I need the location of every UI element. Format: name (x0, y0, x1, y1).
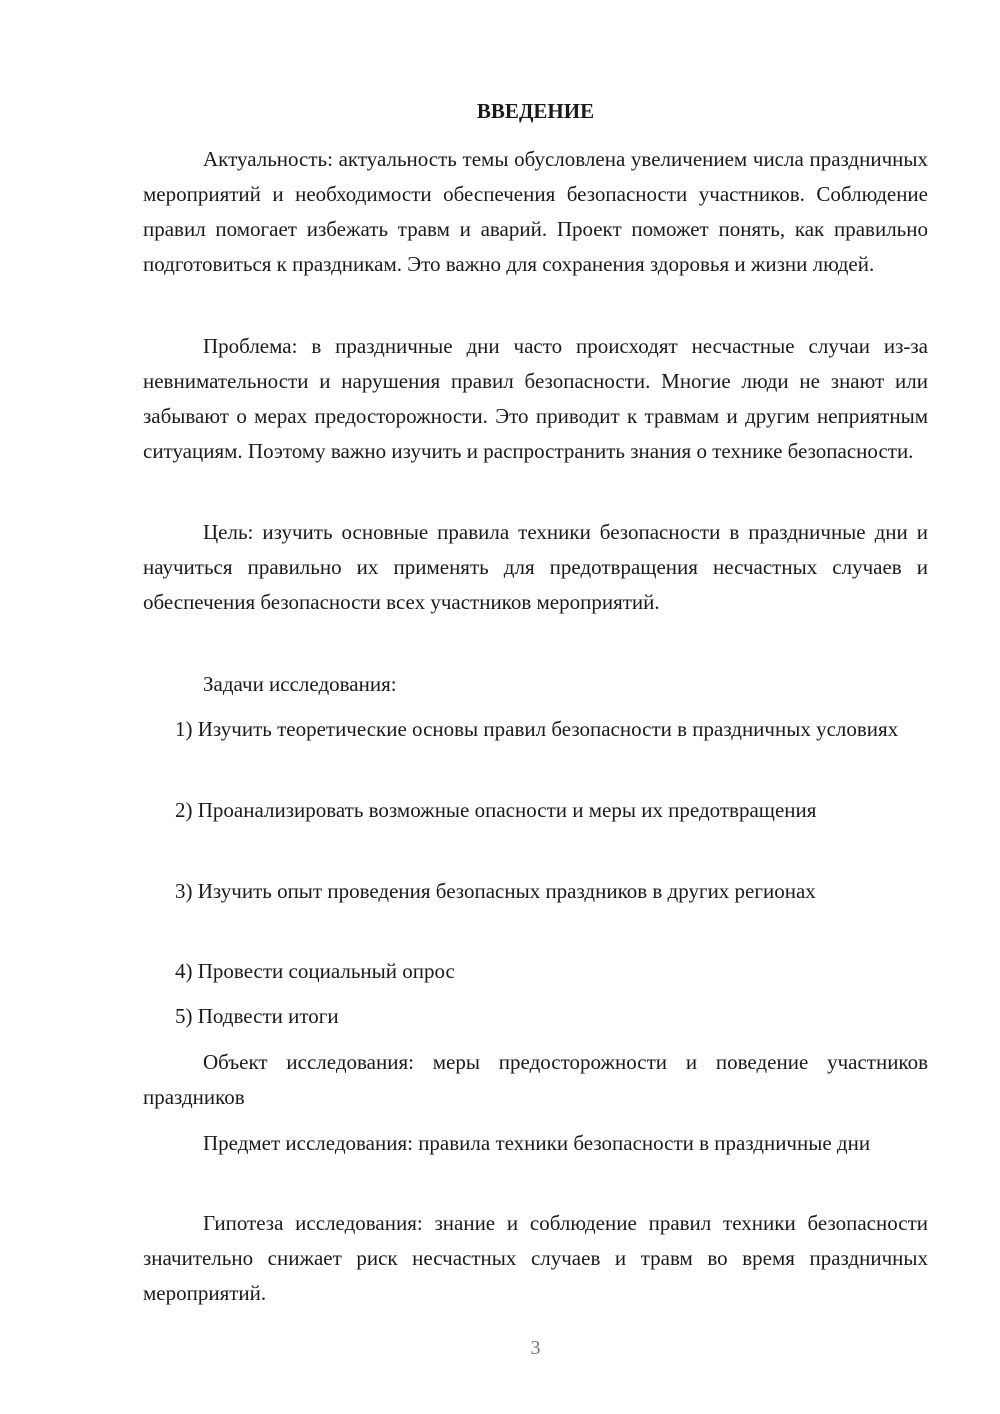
section-heading: ВВЕДЕНИЕ (476, 99, 595, 123)
paragraph-goal: Цель: изучить основные правила техники безопасности в праздничные дни и научиться правильно их применять для предотвращения несчастных случаев и обеспечения безопасности всех участников мероприятий. (143, 520, 928, 614)
list-item-task-1: 1) Изучить теоретические основы правил безопасности в праздничных условиях (175, 717, 899, 741)
paragraph-hypothesis: Гипотеза исследования: знание и соблюдение правил техники безопасности значительно снижает риск несчастных случаев и травм во время праздничных мероприятий. (143, 1211, 928, 1305)
paragraph-relevance: Актуальность: актуальность темы обусловлена увеличением числа праздничных мероприятий и необходимости обеспечения безопасности участников. Соблюдение правил помогает избежать травм и аварий. Проект поможет понять, как правильно подготовиться к праздникам. Это важно для сохранения здоровья и жизни людей. (143, 147, 928, 276)
paragraph-problem: Проблема: в праздничные дни часто происходят несчастные случаи из-за невнимательности и нарушения правил безопасности. Многие люди не знают или забывают о мерах предосторожности. Это приводит к травмам и другим неприятным ситуациям. Поэтому важно изучить и распространить знания о технике безопасности. (143, 334, 928, 463)
list-item-task-2: 2) Проанализировать возможные опасности и меры их предотвращения (175, 798, 817, 822)
paragraph-tasks-intro: Задачи исследования: (203, 672, 397, 696)
list-item-task-3: 3) Изучить опыт проведения безопасных праздников в других регионах (175, 879, 816, 903)
list-item-task-5: 5) Подвести итоги (175, 1004, 339, 1028)
list-item-task-4: 4) Провести социальный опрос (175, 959, 455, 983)
paragraph-subject: Предмет исследования: правила техники безопасности в праздничные дни (203, 1131, 871, 1155)
page-number: 3 (530, 1337, 541, 1359)
paragraph-object: Объект исследования: меры предосторожности и поведение участников праздников (143, 1050, 928, 1109)
document-page (143, 0, 928, 1414)
